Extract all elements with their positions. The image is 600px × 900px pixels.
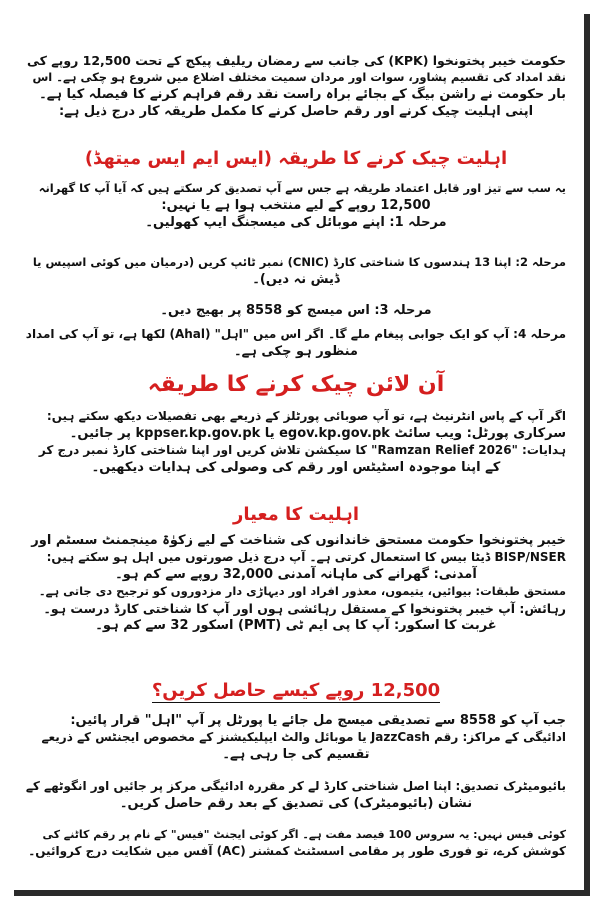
criteria-section-body	[26, 532, 566, 634]
sms-step-2	[26, 254, 566, 288]
sms-step-3	[26, 302, 566, 319]
receive-line: بائیومیٹرک تصدیق: اپنا اصل شناختی کارڈ لے کر مقررہ ادائیگی مرکز پر جائیں اور انگوٹھے کے	[25, 779, 566, 793]
criteria-residence: رہائش: آپ خیبر پختونخوا کے مستقل رہائشی ہوں اور آپ کا شناختی کارڈ درست ہو۔	[43, 601, 566, 616]
criteria-classes: مستحق طبقات: بیوائیں، یتیموں، معذور افراد اور دیہاڑی دار مزدوروں کو ترجیح دی جاتی ہے۔	[38, 584, 566, 598]
criteria-section-title: اہلیت کا معیار	[233, 504, 359, 525]
receive-line: ادائیگی کے مراکز: رقم JazzCash یا موبائل والٹ ایپلیکیشنز کے مخصوص ایجنٹس کے ذریعے	[41, 730, 566, 744]
criteria-line: BISP/NSER ڈیٹا بیس کا استعمال کرتی ہے۔ آپ درج ذیل صورتوں میں اہل ہو سکتے ہیں:	[46, 550, 566, 564]
receive-no-fee	[26, 826, 566, 860]
article-content	[26, 8, 566, 890]
intro-line: بار حکومت نے راشن بیگ کے بجائے براہ راست نقد رقم فراہم کرنے کا فیصلہ کیا ہے۔	[39, 87, 566, 102]
receive-line: تقسیم کی جا رہی ہے۔	[222, 747, 370, 762]
intro-paragraph	[26, 52, 566, 120]
intro-line: اپنی اہلیت چیک کرنے اور رقم حاصل کرنے کا مکمل طریقہ کار درج ذیل ہے:	[58, 104, 534, 119]
intro-line: حکومت خیبر پختونخوا (KPK) کی جانب سے رمضان ریلیف پیکج کے تحت 12,500 روپے کی	[27, 53, 566, 68]
sms-step-4	[26, 326, 566, 360]
sms-line: ڈیش نہ دیں)۔	[252, 272, 340, 287]
sms-line: منظور ہو چکی ہے۔	[234, 344, 358, 359]
online-section-body	[26, 408, 566, 476]
online-line: اگر آپ کے پاس انٹرنیٹ ہے، تو آپ صوبائی پورٹلز کے ذریعے بھی تفصیلات دیکھ سکتے ہیں:	[46, 409, 566, 423]
receive-line: کوشش کرے، تو فوری طور پر مقامی اسسٹنٹ کمشنر (AC) آفس میں شکایت درج کروائیں۔	[28, 844, 566, 858]
receive-line: جب آپ کو 8558 سے تصدیقی میسج مل جائے یا پورٹل پر آپ "اہل" قرار پائیں:	[70, 713, 566, 728]
online-section-title: آن لائن چیک کرنے کا طریقہ	[147, 372, 445, 397]
online-line: سرکاری پورٹل: ویب سائٹ egov.kp.gov.pk یا kppser.kp.gov.pk پر جائیں۔	[69, 426, 566, 441]
receive-line: کوئی فیس نہیں: یہ سروس 100 فیصد مفت ہے۔ اگر کوئی ایجنٹ "فیس" کے نام پر رقم کاٹنے کی	[42, 828, 566, 841]
sms-line: یہ سب سے تیز اور قابل اعتماد طریقہ ہے جس سے آپ تصدیق کر سکتے ہیں کہ آیا آپ کا گھرانہ	[38, 181, 566, 195]
criteria-income: آمدنی: گھرانے کی ماہانہ آمدنی 32,000 روپے سے کم ہو۔	[115, 567, 477, 582]
intro-line: نقد امداد کی تقسیم پشاور، سوات اور مردان سمیت مختلف اضلاع میں شروع ہو چکی ہے۔ اس	[32, 70, 566, 84]
online-line: کے اپنا موجودہ اسٹیٹس اور رقم کی وصولی کی ہدایات دیکھیں۔	[91, 460, 501, 475]
receive-biometric	[26, 778, 566, 812]
sms-section-title: اہلیت چیک کرنے کا طریقہ (ایس ایم ایس میتھڈ)	[84, 148, 508, 169]
receive-title-text: 12,500 روپے کیسے حاصل کریں؟	[151, 680, 441, 701]
article-page	[8, 8, 584, 890]
sms-line: مرحلہ 4: آپ کو ایک جوابی پیغام ملے گا۔ اگر اس میں "اہل" (Ahal) لکھا ہے، تو آپ کی امداد	[25, 327, 566, 341]
online-line: ہدایات: "Ramzan Relief 2026" کا سیکشن تلاش کریں اور اپنا شناختی کارڈ نمبر درج کر	[38, 443, 566, 457]
criteria-line: خیبر پختونخوا حکومت مستحق خاندانوں کی شناخت کے لیے زکوٰۃ مینجمنٹ سسٹم اور	[31, 533, 566, 548]
receive-section-body	[26, 712, 566, 763]
sms-line: 12,500 روپے کے لیے منتخب ہوا ہے یا نہیں:	[161, 198, 431, 213]
sms-section-body	[26, 180, 566, 231]
sms-line: مرحلہ 3: اس میسج کو 8558 پر بھیج دیں۔	[160, 303, 432, 318]
sms-step-1: مرحلہ 1: اپنے موبائل کی میسجنگ ایپ کھولیں۔	[145, 215, 447, 230]
receive-line: نشان (بائیومیٹرک) کی تصدیق کے بعد رقم حاصل کریں۔	[119, 796, 473, 811]
receive-section-title	[26, 680, 566, 703]
sms-line: مرحلہ 2: اپنا 13 ہندسوں کا شناختی کارڈ (CNIC) نمبر ٹائپ کریں (درمیان میں کوئی اسپیس یا	[32, 255, 566, 269]
criteria-pmt: غربت کا اسکور: آپ کا پی ایم ٹی (PMT) اسکور 32 سے کم ہو۔	[95, 618, 497, 633]
